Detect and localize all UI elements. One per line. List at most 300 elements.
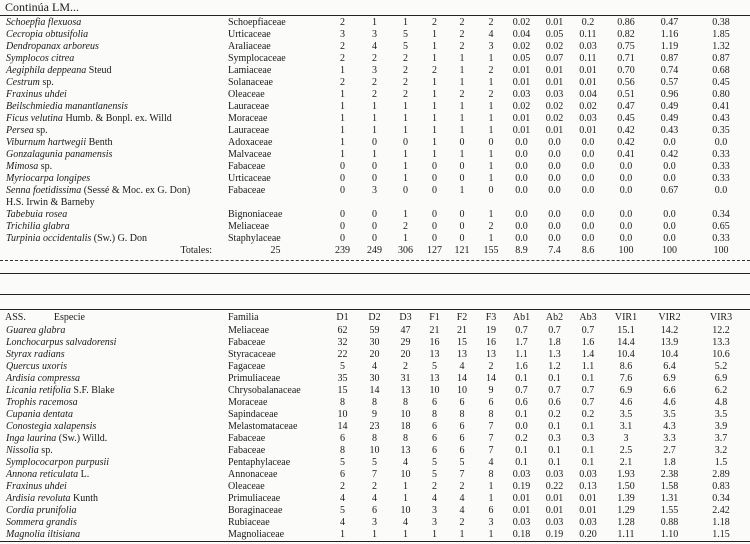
value-cell: 5 — [340, 457, 345, 468]
value-cell: 0.0 — [515, 173, 528, 184]
value-cell: 0 — [340, 209, 345, 220]
table-row — [0, 373, 750, 385]
value-cell: 0.03 — [579, 41, 597, 52]
header-col: F2 — [456, 312, 468, 323]
family-cell: Symplocaceae — [228, 53, 286, 64]
value-cell: 1.11 — [617, 529, 635, 540]
value-cell: 0.02 — [512, 101, 531, 112]
value-cell: 3.7 — [714, 433, 728, 444]
value-cell: 7.6 — [619, 373, 633, 384]
totals-cell: 121 — [454, 245, 470, 256]
value-cell: 6 — [340, 433, 345, 444]
species-cell — [0, 469, 226, 481]
family-cell: Urticaceae — [228, 29, 271, 40]
table-row — [0, 101, 750, 113]
value-cell: 3 — [488, 41, 494, 52]
table-row — [0, 481, 750, 493]
value-cell: 0.42 — [660, 149, 679, 160]
family-cell: Magnoliaceae — [228, 529, 285, 540]
value-cell: 1 — [403, 149, 408, 160]
totals-cell: 8.9 — [515, 245, 528, 256]
header-ass: ASS. — [5, 312, 26, 323]
value-cell: 0.07 — [545, 53, 564, 64]
value-cell: 6 — [372, 505, 377, 516]
value-cell: 10 — [369, 445, 380, 456]
species-name: Myriocarpa longipes — [6, 173, 91, 184]
value-cell: 4.3 — [663, 421, 676, 432]
value-cell: 0.0 — [548, 161, 561, 172]
value-cell: 2 — [432, 17, 437, 28]
value-cell: 4 — [459, 505, 465, 516]
table-row — [0, 337, 750, 349]
value-cell: 1 — [432, 89, 437, 100]
value-cell: 0.0 — [663, 161, 676, 172]
value-cell: 0.02 — [512, 41, 531, 52]
value-cell: 0.02 — [545, 41, 564, 52]
species-author: S.F. Blake — [70, 385, 115, 396]
species-name: Ardisia revoluta — [6, 493, 71, 504]
value-cell: 2.38 — [660, 469, 679, 480]
value-cell: 10 — [400, 409, 411, 420]
family-cell: Primuliaceae — [228, 493, 281, 504]
value-cell: 0 — [459, 173, 465, 184]
value-cell: 0 — [403, 137, 408, 148]
family-cell: Lauraceae — [228, 101, 270, 112]
value-cell: 0 — [432, 221, 437, 232]
species-name: Trichilia glabra — [6, 221, 70, 232]
value-cell: 15 — [457, 337, 467, 348]
value-cell: 0.0 — [581, 137, 595, 148]
family-cell: Adoxaceae — [228, 137, 273, 148]
value-cell: 0 — [340, 233, 345, 244]
value-cell: 0.0 — [581, 185, 595, 196]
value-cell: 0.0 — [515, 137, 528, 148]
value-cell: 1 — [403, 173, 408, 184]
value-cell: 1 — [340, 529, 345, 540]
table1-bottom-rule — [0, 273, 750, 274]
value-cell: 0.7 — [581, 397, 595, 408]
value-cell: 0 — [372, 209, 377, 220]
value-cell: 0.0 — [619, 221, 633, 232]
value-cell: 0.1 — [515, 373, 528, 384]
table-row — [0, 29, 750, 41]
value-cell: 1.32 — [712, 41, 730, 52]
value-cell: 1 — [340, 89, 345, 100]
table-row — [0, 469, 750, 481]
species-cell — [0, 337, 226, 349]
value-cell: 2 — [403, 53, 408, 64]
value-cell: 0 — [459, 233, 465, 244]
species-cell — [0, 421, 226, 433]
value-cell — [538, 197, 571, 209]
value-cell: 0.03 — [512, 517, 531, 528]
value-cell: 0 — [372, 173, 377, 184]
family-cell: Lauraceae — [228, 125, 270, 136]
species-author: Steud — [86, 65, 112, 76]
value-cell: 1.28 — [617, 517, 635, 528]
value-cell — [692, 197, 750, 209]
value-cell: 1.6 — [515, 361, 528, 372]
species-cell — [0, 17, 226, 29]
table-row — [0, 77, 750, 89]
value-cell: 0.01 — [512, 125, 531, 136]
family-cell: Fabaceae — [228, 337, 266, 348]
value-cell: 4 — [488, 29, 494, 40]
table-row — [0, 17, 750, 29]
value-cell: 0.35 — [712, 125, 730, 136]
species-author: (Sw.) G. Don — [91, 233, 148, 244]
species-cell — [0, 221, 226, 233]
value-cell: 1 — [340, 101, 345, 112]
species-author: L. — [78, 469, 90, 480]
totals-dashed-rule — [0, 260, 750, 261]
value-cell — [505, 197, 538, 209]
value-cell: 0.0 — [548, 185, 561, 196]
value-cell: 1 — [459, 529, 465, 540]
value-cell: 0.42 — [617, 137, 635, 148]
value-cell: 6.9 — [714, 373, 728, 384]
value-cell: 6 — [459, 421, 465, 432]
value-cell: 0.03 — [579, 113, 597, 124]
value-cell: 29 — [400, 337, 411, 348]
family-cell: Rubiaceae — [228, 517, 270, 528]
family-cell: Fabaceae — [228, 433, 266, 444]
value-cell: 0.03 — [512, 469, 531, 480]
value-cell: 0.01 — [512, 505, 531, 516]
value-cell: 22 — [337, 349, 348, 360]
value-cell: 4 — [372, 493, 377, 504]
family-cell: Malvaceae — [228, 149, 272, 160]
value-cell: 13.9 — [660, 337, 679, 348]
value-cell: 4.6 — [663, 397, 676, 408]
value-cell: 0.0 — [619, 209, 633, 220]
value-cell: 1 — [459, 149, 465, 160]
value-cell: 0.49 — [660, 113, 679, 124]
value-cell: 6 — [340, 469, 345, 480]
value-cell: 2 — [340, 41, 345, 52]
species-name: Annona reticulata — [6, 469, 79, 480]
value-cell: 1 — [340, 65, 345, 76]
species-name: Cupania dentata — [6, 409, 73, 420]
value-cell: 0.6 — [515, 397, 528, 408]
species-author: Benth — [86, 137, 113, 148]
value-cell: 0.01 — [512, 493, 531, 504]
species-cell — [0, 77, 226, 89]
value-cell — [647, 197, 692, 209]
value-cell — [325, 197, 360, 209]
family-cell: Sapindaceae — [228, 409, 278, 420]
value-cell: 0 — [340, 221, 345, 232]
family-cell: Oleaceae — [228, 481, 265, 492]
value-cell: 2 — [459, 17, 465, 28]
value-cell: 1 — [432, 101, 437, 112]
value-cell: 0.0 — [515, 149, 528, 160]
family-cell: Bignoniaceae — [228, 209, 283, 220]
table2-header-rule — [0, 309, 750, 310]
value-cell: 0 — [432, 209, 437, 220]
species-cell — [0, 445, 226, 457]
value-cell: 1 — [488, 77, 494, 88]
value-cell: 3.9 — [714, 421, 728, 432]
value-cell — [422, 197, 447, 209]
family-cell: Oleaceae — [228, 89, 265, 100]
value-cell: 2 — [459, 29, 465, 40]
value-cell: 10 — [400, 469, 411, 480]
table-row — [0, 173, 750, 185]
value-cell: 0.87 — [712, 53, 730, 64]
species-name: Conostegia xalapensis — [6, 421, 97, 432]
value-cell: 3.5 — [663, 409, 676, 420]
species-name: Aegiphila deppeana — [6, 65, 87, 76]
value-cell: 47 — [400, 325, 411, 336]
species-author: Kunth — [70, 493, 99, 504]
table-row — [0, 161, 750, 173]
value-cell: 13 — [457, 349, 467, 360]
value-cell: 6 — [432, 445, 437, 456]
family-cell: Boraginaceae — [228, 505, 283, 516]
value-cell: 16 — [429, 337, 440, 348]
value-cell: 1 — [432, 529, 437, 540]
totals-cell: 100 — [713, 245, 729, 256]
value-cell: 3 — [488, 517, 494, 528]
value-cell: 3 — [432, 505, 437, 516]
value-cell: 3 — [372, 517, 377, 528]
value-cell: 1.8 — [663, 457, 676, 468]
value-cell: 0.51 — [617, 89, 635, 100]
value-cell: 0 — [340, 161, 345, 172]
family-cell: Moraceae — [228, 113, 268, 124]
value-cell: 0.03 — [579, 517, 597, 528]
value-cell: 2 — [432, 65, 437, 76]
value-cell: 2 — [488, 65, 494, 76]
value-cell: 6.9 — [619, 385, 633, 396]
value-cell: 8 — [488, 469, 494, 480]
value-cell: 1.5 — [714, 457, 728, 468]
value-cell: 0.02 — [512, 17, 531, 28]
value-cell: 0 — [432, 161, 437, 172]
value-cell: 0.45 — [712, 77, 730, 88]
value-cell: 2 — [403, 77, 408, 88]
table-row — [0, 89, 750, 101]
value-cell: 2 — [488, 221, 494, 232]
value-cell: 0.0 — [663, 173, 676, 184]
value-cell: 6 — [488, 505, 494, 516]
value-cell: 0.01 — [579, 493, 597, 504]
value-cell — [389, 197, 422, 209]
species-name: Inga laurina — [6, 433, 57, 444]
header-col: VIR1 — [614, 312, 638, 323]
value-cell: 14 — [457, 373, 467, 384]
value-cell: 0.2 — [515, 433, 528, 444]
value-cell: 10.4 — [660, 349, 679, 360]
family-cell: Meliaceae — [228, 221, 270, 232]
value-cell: 0.7 — [581, 385, 595, 396]
value-cell: 1 — [372, 125, 377, 136]
value-cell: 1.93 — [617, 469, 635, 480]
value-cell: 5.2 — [714, 361, 728, 372]
value-cell: 1 — [340, 137, 345, 148]
value-cell: 6 — [432, 397, 437, 408]
value-cell: 0.0 — [581, 221, 595, 232]
value-cell: 1.16 — [660, 29, 679, 40]
value-cell: 1 — [488, 101, 494, 112]
family-cell: Melastomataceae — [228, 421, 298, 432]
value-cell: 0 — [340, 185, 345, 196]
value-cell: 3.5 — [714, 409, 728, 420]
species-cell — [0, 493, 226, 505]
table-row — [0, 493, 750, 505]
value-cell: 0.0 — [714, 137, 728, 148]
value-cell: 6 — [432, 421, 437, 432]
value-cell: 0.67 — [660, 185, 679, 196]
value-cell: 21 — [429, 325, 440, 336]
value-cell: 0.01 — [579, 65, 597, 76]
value-cell: 1 — [488, 529, 494, 540]
species-author: sp. — [38, 161, 53, 172]
value-cell: 7 — [488, 433, 494, 444]
value-cell: 13 — [429, 349, 440, 360]
value-cell: 0.2 — [548, 409, 561, 420]
totals-cell: 306 — [398, 245, 413, 256]
value-cell: 3 — [372, 29, 377, 40]
value-cell: 0.11 — [579, 29, 597, 40]
value-cell: 1 — [459, 77, 465, 88]
table-row — [0, 409, 750, 421]
value-cell: 5 — [372, 457, 377, 468]
value-cell: 0.0 — [663, 233, 676, 244]
totals-cell: 239 — [335, 245, 350, 256]
value-cell: 8 — [459, 409, 465, 420]
value-cell: 0.01 — [579, 77, 597, 88]
value-cell: 0.04 — [579, 89, 597, 100]
value-cell: 0.1 — [581, 445, 595, 456]
value-cell: 0.42 — [617, 125, 635, 136]
value-cell: 0 — [372, 137, 377, 148]
value-cell: 4.8 — [714, 397, 728, 408]
value-cell: 0 — [340, 173, 345, 184]
value-cell: 0.0 — [581, 161, 595, 172]
value-cell: 0 — [459, 209, 465, 220]
value-cell: 0.0 — [619, 185, 633, 196]
value-cell: 0.13 — [579, 481, 597, 492]
value-cell: 3.2 — [714, 445, 728, 456]
value-cell: 0.41 — [617, 149, 635, 160]
value-cell: 15.1 — [617, 325, 635, 336]
value-cell: 0.03 — [545, 517, 564, 528]
value-cell: 0.01 — [545, 125, 564, 136]
value-cell: 0.87 — [660, 53, 679, 64]
species-name: Mimosa — [6, 161, 39, 172]
species-name: Senna foetidissima — [6, 185, 82, 196]
value-cell: 0.0 — [515, 233, 528, 244]
value-cell: 0.0 — [548, 233, 561, 244]
value-cell: 1 — [459, 65, 465, 76]
value-cell: 0.18 — [512, 529, 531, 540]
value-cell: 1.39 — [617, 493, 635, 504]
value-cell: 1.50 — [617, 481, 635, 492]
value-cell: 1 — [372, 113, 377, 124]
value-cell: 3 — [372, 185, 377, 196]
species-cell — [0, 397, 226, 409]
value-cell: 30 — [369, 373, 380, 384]
value-cell: 0 — [403, 185, 408, 196]
totals-cell: 100 — [618, 245, 634, 256]
value-cell: 1 — [432, 77, 437, 88]
totals-label: Totales: — [180, 245, 212, 256]
family-cell: Fabaceae — [228, 161, 266, 172]
value-cell: 1 — [372, 529, 377, 540]
species-name: Ficus velutina — [6, 113, 63, 124]
value-cell: 2 — [340, 77, 345, 88]
value-cell: 0.83 — [712, 481, 730, 492]
value-cell: 0.1 — [515, 445, 528, 456]
value-cell: 2 — [403, 65, 408, 76]
value-cell: 1 — [459, 113, 465, 124]
value-cell: 2 — [340, 17, 345, 28]
value-cell: 1 — [403, 17, 408, 28]
value-cell: 1 — [488, 233, 494, 244]
value-cell: 1 — [340, 113, 345, 124]
species-cell — [0, 505, 226, 517]
species-name: Schoepfia flexuosa — [6, 17, 82, 28]
value-cell: 1 — [403, 493, 408, 504]
value-cell: 0.01 — [512, 77, 531, 88]
value-cell: 0.01 — [579, 505, 597, 516]
value-cell: 0.33 — [712, 233, 730, 244]
totals-family-count: 25 — [270, 245, 281, 256]
species-name: Nissolia — [6, 445, 39, 456]
table-row — [0, 421, 750, 433]
value-cell: 3 — [340, 29, 345, 40]
value-cell: 0.01 — [545, 65, 564, 76]
value-cell: 18 — [400, 421, 411, 432]
species-author: (Sessé & Moc. ex G. Don) — [81, 185, 191, 196]
species-cell — [0, 409, 226, 421]
header-col: VIR2 — [658, 312, 681, 323]
value-cell: 1 — [459, 185, 465, 196]
family-cell: Pentaphylaceae — [228, 457, 291, 468]
family-cell: Schoepfiaceae — [228, 17, 286, 28]
value-cell: 0.20 — [579, 529, 597, 540]
species-name: Beilschmiedia manantlanensis — [6, 101, 128, 112]
species-name: Symplocos citrea — [6, 53, 75, 64]
value-cell: 0 — [432, 185, 437, 196]
table-row — [0, 385, 750, 397]
value-cell: 0.1 — [581, 373, 595, 384]
value-cell: 12.2 — [712, 325, 730, 336]
species-name: Licania retifolia — [6, 385, 71, 396]
family-cell: Fabaceae — [228, 445, 266, 456]
value-cell: 1 — [340, 125, 345, 136]
value-cell: 0.0 — [548, 221, 561, 232]
value-cell: 5 — [432, 457, 437, 468]
value-cell: 0.74 — [660, 65, 679, 76]
species-table-continued — [0, 17, 750, 257]
table-row — [0, 137, 750, 149]
value-cell: 0.3 — [581, 433, 595, 444]
table-row — [0, 349, 750, 361]
value-cell: 8 — [372, 433, 377, 444]
value-cell: 14 — [337, 421, 348, 432]
species-cell — [0, 137, 226, 149]
value-cell: 1 — [488, 113, 494, 124]
value-cell: 59 — [369, 325, 380, 336]
value-cell: 10 — [457, 385, 467, 396]
value-cell: 2 — [459, 481, 465, 492]
value-cell: 0 — [372, 161, 377, 172]
value-cell: 2 — [403, 361, 408, 372]
totals-cell: 100 — [662, 245, 677, 256]
